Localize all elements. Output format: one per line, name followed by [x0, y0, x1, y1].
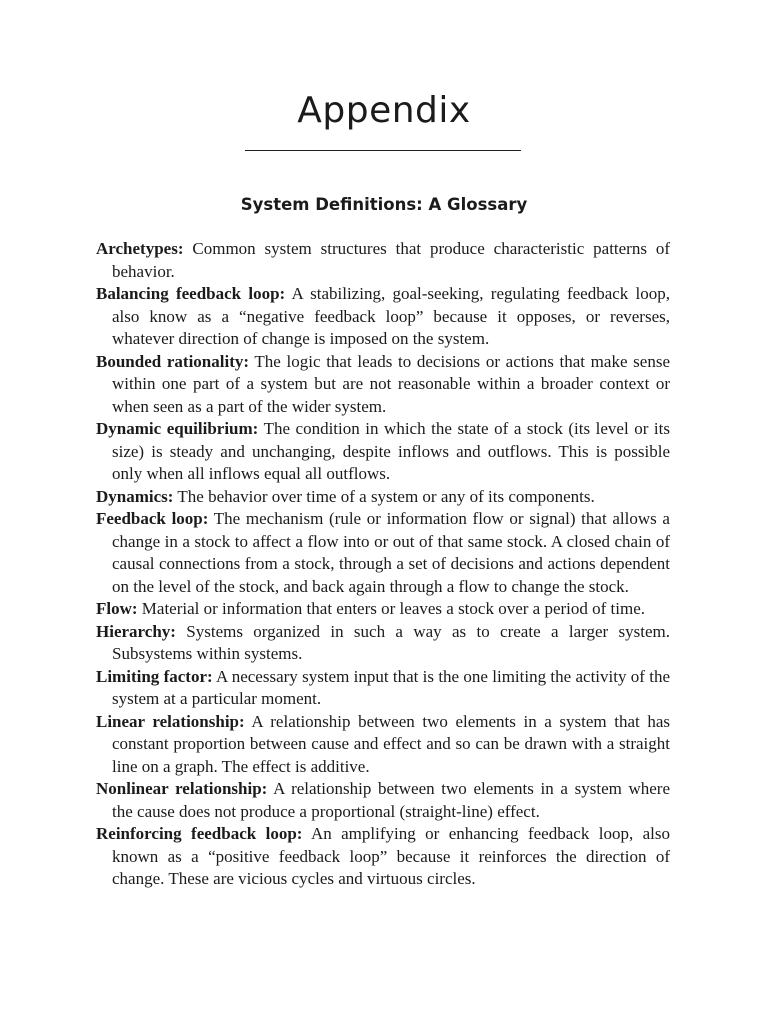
glossary-term: Flow: [96, 599, 138, 618]
glossary-term: Reinforcing feedback loop: [96, 824, 303, 843]
glossary-definition: The mechanism (rule or information flow or signal) that allows a change in a stock to affect a flow into or out of that same stock. A closed chain of causal connections from a stock, through a set of decisions and actions dependent on the level of the stock, and back again through a flow to change the stock. [112, 509, 670, 596]
glossary-term: Limiting factor: [96, 666, 213, 686]
glossary-entry-dynamics [96, 486, 670, 509]
glossary-entry-dynamic-equilibrium [96, 418, 670, 486]
glossary-definition: Material or information that enters or leaves a stock over a period of time. [141, 599, 646, 618]
glossary-definition: Systems organized in such a way as to create a larger system. Subsystems within systems. [112, 621, 670, 663]
glossary-term: Feedback loop: [96, 509, 209, 528]
glossary-definition: A relationship between two elements in a system that has constant proportion between cause and effect and so can be drawn with a straight line on a graph. The effect is additive. [112, 711, 670, 776]
page-title: Appendix [297, 90, 471, 131]
glossary-definition: The logic that leads to decisions or actions that make sense within one part of a system but are not reasonable within a broader context or when seen as a part of the wider system. [112, 351, 670, 416]
glossary-definition: A relationship between two elements in a system where the cause does not produce a proportional (straight-line) effect. [112, 779, 671, 821]
glossary-entry-archetypes [96, 238, 670, 283]
glossary-definition: A necessary system input that is the one limiting the activity of the system at a particular moment. [112, 666, 671, 708]
glossary-definition: The condition in which the state of a stock (its level or its size) is steady and unchanging, despite inflows and outflows. This is possible only when all inflows equal all outflows. [112, 419, 670, 483]
glossary-definition: A stabilizing, goal-seeking, regulating feedback loop, also know as a “negative feedback loop” because it opposes, or reverses, whatever direction of change is imposed on the system. [112, 284, 671, 348]
glossary-term: Bounded rationality: [96, 351, 250, 371]
section-subtitle: System Definitions: A Glossary [240, 195, 528, 214]
glossary-term: Dynamics: [96, 486, 174, 506]
glossary-entry-linear-relationship [96, 711, 670, 779]
glossary-definition: Common system structures that produce characteristic patterns of behavior. [112, 239, 671, 281]
glossary-term: Linear relationship: [96, 711, 245, 731]
glossary-term: Archetypes: [96, 239, 184, 258]
glossary-entry-bounded-rationality [96, 351, 670, 419]
glossary-definition: An amplifying or enhancing feedback loop, also known as a “positive feedback loop” because it reinforces the direction of change. These are vicious cycles and virtuous circles. [112, 824, 671, 888]
glossary-term: Dynamic equilibrium: [96, 419, 259, 438]
glossary-entry-nonlinear-relationship [96, 778, 670, 823]
glossary-term: Nonlinear relationship: [96, 779, 268, 798]
title-divider [245, 150, 521, 151]
glossary-term: Balancing feedback loop: [96, 284, 286, 303]
glossary-list [96, 238, 670, 891]
glossary-entry-balancing-feedback-loop [96, 283, 670, 351]
glossary-entry-limiting-factor [96, 666, 670, 711]
glossary-definition: The behavior over time of a system or any of its components. [177, 486, 595, 506]
glossary-entry-flow [96, 598, 670, 621]
glossary-entry-hierarchy [96, 621, 670, 666]
glossary-entry-reinforcing-feedback-loop [96, 823, 670, 891]
glossary-term: Hierarchy: [96, 621, 176, 641]
glossary-entry-feedback-loop [96, 508, 670, 598]
